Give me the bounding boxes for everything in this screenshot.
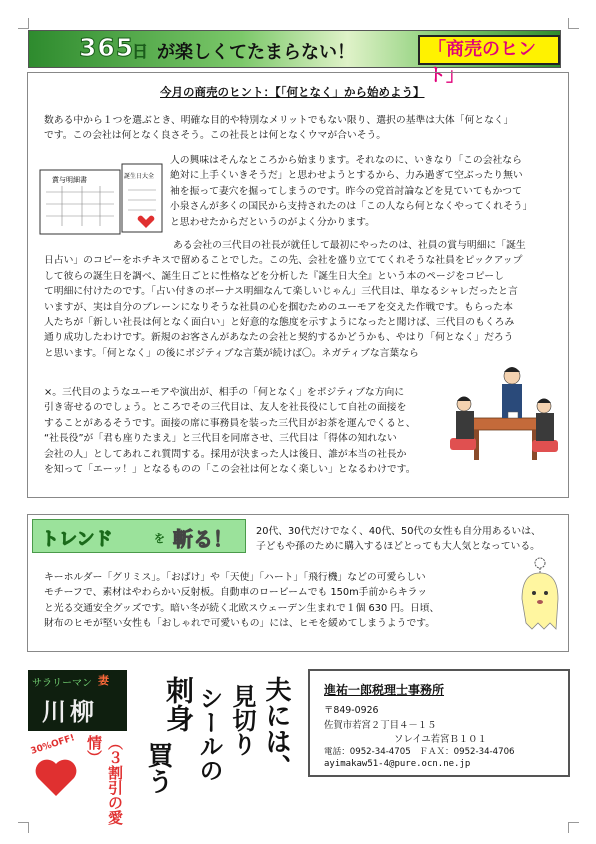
article-title: 今月の商売のヒント：【「何となく」から始めよう】	[160, 85, 425, 99]
text-line: 20代、30代だけでなく、40代、50代の女性も自分用あるいは、	[256, 526, 541, 537]
senryu-poem-line-5: シールの	[195, 686, 224, 782]
text-line: 財布のヒモが堅い女性も「おしゃれで可愛いもの」には、ヒモを緩めてしまうようです。	[44, 618, 436, 630]
book-label: 誕生日大全	[124, 173, 155, 180]
senryu-poem-line-4: 見切り	[228, 684, 257, 756]
text-line: 会社の人」としてあれこれ質問する。採用が決まった人は後日、誰が本当の社長か	[44, 448, 407, 460]
text-line: して彼らの誕生日を調べ、誕生日ごとに性格などを分析した『誕生日大全』という本のページをコピーし	[44, 270, 504, 282]
banner-365: 365	[79, 33, 135, 62]
office-name: 進祐一郎税理士事務所	[324, 683, 445, 697]
senryu-poem-line-1: 刺身	[162, 676, 195, 732]
banner-day: 日	[132, 42, 149, 61]
text-line: を知って「エーッ！」となるものの「この会社は何となく楽しい」となるわけです。	[44, 464, 416, 476]
text-line: 小泉さんが多くの国民から支持されたのは「この人なら何となくやってくれそう」	[170, 201, 533, 213]
trend-logo-particle: を	[154, 532, 165, 545]
text-line: いますが、実は自分のブレーンになりそうな社員の心を掴むためのユーモアを交えた作戦です。もらった本	[44, 301, 513, 313]
text-line: 人の興味はそんなところから始まります。それなのに、いきなり「この会社なら	[170, 155, 522, 166]
senryu-banner-top: サラリーマン	[32, 678, 92, 689]
office-postal: 〒849-0926	[324, 705, 379, 716]
senryu-banner	[28, 670, 127, 731]
senryu-sticker: 30%OFF!	[29, 733, 77, 757]
interview-illustration	[448, 360, 560, 480]
text-line: ×。三代目のようなユーモアや演出が、相手の「何となく」をポジティブな方向に	[44, 387, 405, 398]
trend-logo-word: トレンド	[41, 529, 113, 550]
heart-icon	[34, 758, 78, 798]
text-line: 日占い」のコピーをホチキスで留めることでした。この先、会社を盛り立ててくれそうな社員をピックアップ	[44, 255, 523, 267]
senryu-poem-line-3: 夫には、	[261, 676, 291, 780]
text-line: と光る交通安全グッズです。暗い冬が続く北欧スウェーデン生まれで１個 630 円。日頃、	[44, 602, 440, 614]
article-para-full-2	[44, 238, 526, 361]
header-banner	[28, 30, 561, 86]
text-line: 数ある中から１つを選ぶとき、明確な目的や特別なメリットでもない限り、選択の基準は大体「何となく」	[44, 115, 514, 126]
payslip-illustration	[38, 160, 166, 240]
text-line: することがあるそうです。面接の席に事務員を装った三代目がお茶を運んでくると、	[44, 417, 416, 429]
trend-body	[44, 570, 439, 632]
office-address-2: ソレイユ若宮Ｂ１０１	[394, 734, 487, 745]
text-line: キーホルダー「グリミス」。「おばけ」や「天使」「ハート」「飛行機」などの可愛らしい	[44, 572, 426, 583]
office-tel-fax: 電話：0952-34-4705 ＦＡＸ：0952-34-4706	[324, 747, 515, 757]
crop-mark	[568, 822, 579, 833]
senryu-poem-line-2: 買う	[143, 742, 173, 794]
banner-tagline: が楽しくてたまらない！	[157, 42, 355, 63]
senryu-caption: （３割引の愛情）	[85, 735, 124, 825]
text-line: と思います。「何となく」の後にポジティブな言葉が続けば〇。ネガティブな言葉なら	[44, 347, 419, 359]
text-line: 通り成功したわけです。新規のお客さんがあなたの会社と契約するかどうかも、やはり「何となく」だろう	[44, 332, 514, 344]
senryu-banner-word: 川柳	[42, 698, 98, 726]
crop-mark	[18, 822, 29, 833]
trend-intro	[256, 524, 541, 555]
text-line: モチーフで、素材はやわらかい反射板。自動車のロービームでも 150m手前からキラッ	[44, 587, 428, 599]
banner-hint: 「商売のヒント」	[418, 35, 560, 65]
article-para-full-1	[44, 113, 513, 144]
office-email[interactable]: ayimakaw51-4@pure.ocn.ne.jp	[324, 759, 471, 769]
text-line: 絶対に上手くいきそうだ」と思わせようとするから、力み過ぎて空ぶったり無い	[170, 170, 523, 182]
senryu-banner-tsuma: 妻	[98, 674, 109, 687]
payslip-label: 賞与明細書	[52, 176, 87, 184]
text-line: て明細に付けたのです。「占い付きのボーナス明細なんて楽しいじゃん」三代目は、単なるシャレだったと言	[44, 286, 518, 298]
text-line: 人たちが「新しい社長は何となく面白い」と好意的な態度を示すようになったと聞けば、三代目のもくろみ	[44, 317, 515, 329]
text-line: と思わせたからだというのがよく分かります。	[170, 216, 375, 228]
text-line: 子どもや孫のために購入するほどとっても大人気となっている。	[256, 541, 540, 553]
ghost-keyholder-icon	[510, 555, 566, 635]
article-para-left	[44, 385, 416, 477]
text-line: “社長役”が「君も座りたまえ」と三代目を同席させ、三代目は「得体の知れない	[44, 433, 397, 445]
crop-mark	[568, 18, 579, 29]
text-line: 袖を振って妻穴を掘ってしまうのです。昨今の党首討論などを見ていてもかつて	[170, 185, 522, 197]
text-line: です。この会社は何となく良さそう。この社長とは何となくウマが合いそう。	[44, 130, 387, 142]
text-line: ある会社の三代目の社長が就任して最初にやったのは、社員の賞与明細に「誕生	[173, 240, 526, 251]
crop-mark	[18, 18, 29, 29]
office-address-1: 佐賀市若宮２丁目４－１５	[324, 720, 437, 731]
article-para-right	[170, 153, 532, 230]
text-line: 引き寄せるのでしょう。ところでその三代目は、友人を社長役にして自社の面接を	[44, 402, 407, 414]
office-box	[308, 669, 570, 777]
trend-logo-verb: 斬る！	[173, 527, 233, 551]
trend-logo	[32, 519, 246, 553]
